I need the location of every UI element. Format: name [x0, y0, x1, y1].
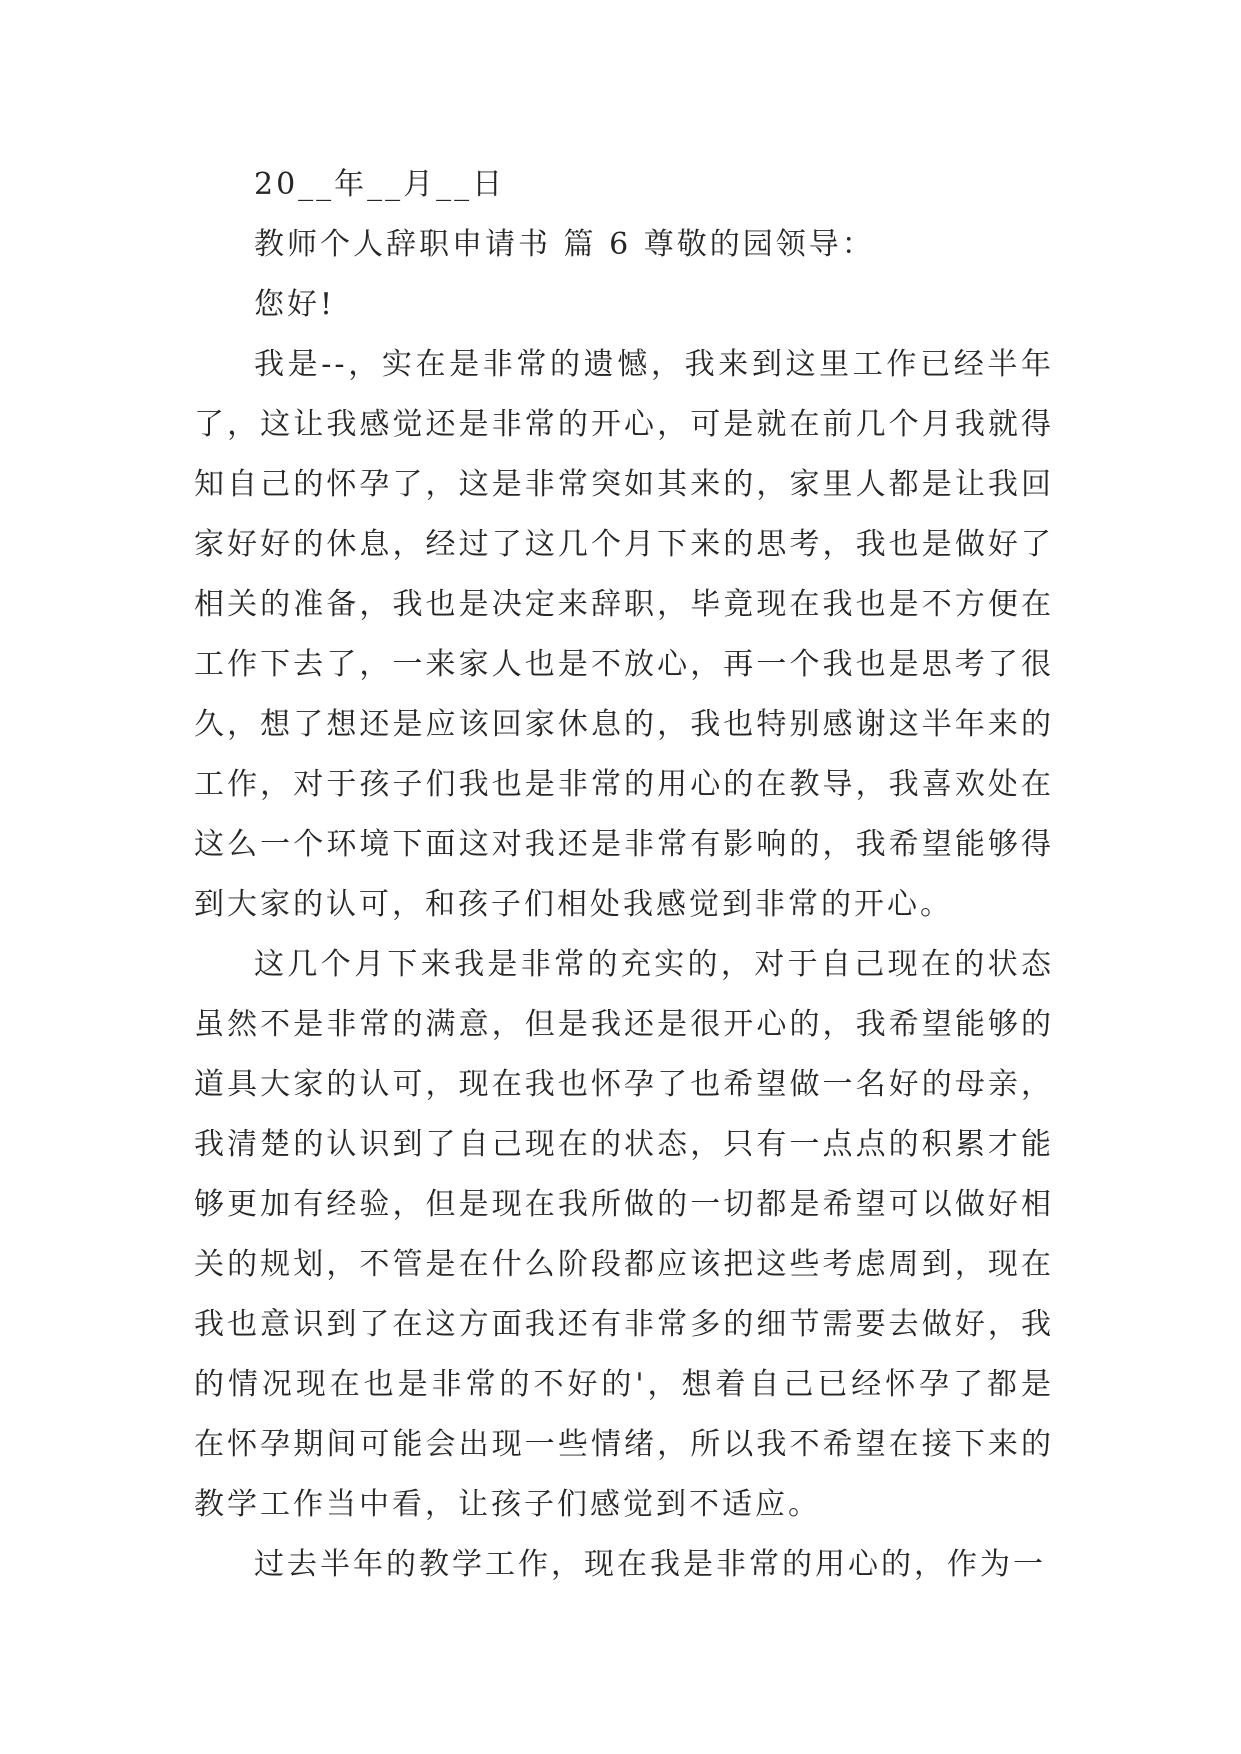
document-body [194, 155, 1054, 1595]
greeting: 您好! [254, 287, 336, 322]
paragraph-3: 过去半年的教学工作，现在我是非常的用心的，作为一 [254, 1547, 1046, 1582]
paragraph-1: 我是--，实在是非常的遗憾，我来到这里工作已经半年了，这让我感觉还是非常的开心，可是就在前几个月我就得知自己的怀孕了，这是非常突如其来的，家里人都是让我回家好好的休息，经过了这几个月下来的思考，我也是做好了相关的准备，我也是决定来辞职，毕竟现在我也是不方便在工作下去了，一来家人也是不放心，再一个我也是思考了很久，想了想还是应该回家休息的，我也特别感谢这半年来的工作，对于孩子们我也是非常的用心的在教导，我喜欢处在这么一个环境下面这对我还是非常有影响的，我希望能够得到大家的认可，和孩子们相处我感觉到非常的开心。 [194, 347, 1054, 922]
letter-heading: 教师个人辞职申请书 篇 6 尊敬的园领导： [254, 227, 875, 262]
date-line: 20__年__月__日 [254, 167, 506, 202]
paragraph-2: 这几个月下来我是非常的充实的，对于自己现在的状态虽然不是非常的满意，但是我还是很开心的，我希望能够的道具大家的认可，现在我也怀孕了也希望做一名好的母亲，我清楚的认识到了自己现在的状态，只有一点点的积累才能够更加有经验，但是现在我所做的一切都是希望可以做好相关的规划，不管是在什么阶段都应该把这些考虑周到，现在我也意识到了在这方面我还有非常多的细节需要去做好，我的情况现在也是非常的不好的'，想着自己已经怀孕了都是在怀孕期间可能会出现一些情绪，所以我不希望在接下来的教学工作当中看，让孩子们感觉到不适应。 [194, 947, 1054, 1522]
